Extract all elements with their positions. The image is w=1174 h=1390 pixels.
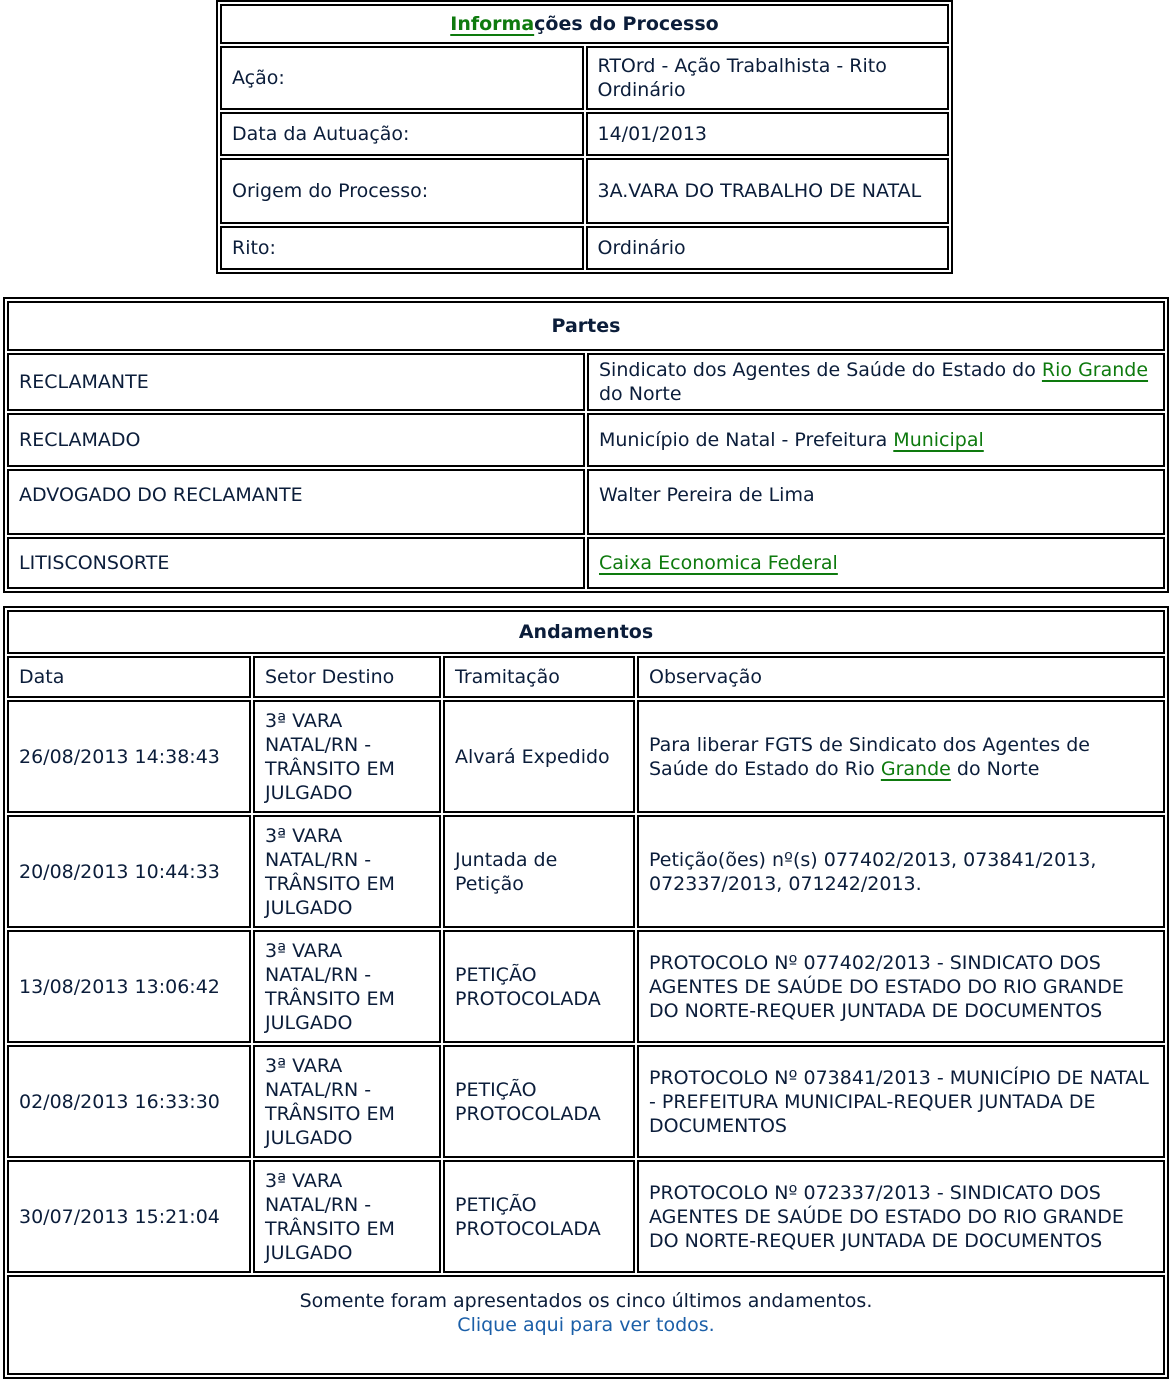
- table-row: [7, 1045, 1165, 1158]
- andamento-observacao: PROTOCOLO Nº 077402/2013 - SINDICATO DOS AGENTES DE SAÚDE DO ESTADO DO RIO GRANDE DO NORTE-REQUER JUNTADA DE DOCUMENTOS: [637, 930, 1165, 1043]
- table-row: [7, 1160, 1165, 1273]
- party-role: ADVOGADO DO RECLAMANTE: [7, 469, 585, 535]
- process-info-title-link[interactable]: Informa: [450, 13, 535, 35]
- observacao-text: Para liberar FGTS de Sindicato dos Agentes de Saúde do Estado do Rio: [649, 733, 1090, 780]
- andamentos-header-row: [7, 610, 1165, 654]
- andamento-observacao: [637, 700, 1165, 813]
- andamento-setor: 3ª VARA NATAL/RN - TRÂNSITO EM JULGADO: [253, 815, 441, 928]
- andamento-data: 20/08/2013 10:44:33: [7, 815, 251, 928]
- party-name: [587, 537, 1165, 589]
- partes-row: [7, 353, 1165, 411]
- partes-title: Partes: [7, 301, 1165, 351]
- andamento-setor: 3ª VARA NATAL/RN - TRÂNSITO EM JULGADO: [253, 700, 441, 813]
- party-name-link[interactable]: Rio Grande: [1041, 359, 1149, 381]
- process-info-row: [220, 158, 949, 224]
- andamento-observacao: Petição(ões) nº(s) 077402/2013, 073841/2013, 072337/2013, 071242/2013.: [637, 815, 1165, 928]
- partes-row: [7, 469, 1165, 535]
- party-name-link[interactable]: Caixa Economica Federal: [599, 552, 838, 574]
- process-info-row: [220, 112, 949, 156]
- process-info-label: Data da Autuação:: [220, 112, 584, 156]
- process-info-table: [216, 0, 953, 274]
- partes-row: [7, 413, 1165, 467]
- andamentos-footer-note: Somente foram apresentados os cinco últimos andamentos.: [299, 1290, 873, 1312]
- party-name-text: Walter Pereira de Lima: [599, 484, 815, 506]
- andamento-tramitacao: Juntada de Petição: [443, 815, 635, 928]
- party-name: [587, 353, 1165, 411]
- andamentos-table: [3, 606, 1169, 1379]
- andamentos-footer-row: [7, 1275, 1165, 1375]
- andamento-setor: 3ª VARA NATAL/RN - TRÂNSITO EM JULGADO: [253, 1160, 441, 1273]
- andamento-tramitacao: PETIÇÃO PROTOCOLADA: [443, 930, 635, 1043]
- party-role: RECLAMADO: [7, 413, 585, 467]
- partes-row: [7, 537, 1165, 589]
- party-name-text: Sindicato dos Agentes de Saúde do Estado do: [599, 359, 1042, 381]
- party-name-link[interactable]: Municipal: [893, 429, 984, 451]
- party-name-text: Município de Natal - Prefeitura: [599, 429, 894, 451]
- party-name: [587, 413, 1165, 467]
- process-info-value: 3A.VARA DO TRABALHO DE NATAL: [586, 158, 950, 224]
- partes-header-row: [7, 301, 1165, 351]
- process-info-value: RTOrd - Ação Trabalhista - Rito Ordinário: [586, 46, 950, 110]
- andamento-observacao: PROTOCOLO Nº 073841/2013 - MUNICÍPIO DE NATAL - PREFEITURA MUNICIPAL-REQUER JUNTADA DE DOCUMENTOS: [637, 1045, 1165, 1158]
- process-info-label: Origem do Processo:: [220, 158, 584, 224]
- party-role: LITISCONSORTE: [7, 537, 585, 589]
- andamento-observacao: PROTOCOLO Nº 072337/2013 - SINDICATO DOS AGENTES DE SAÚDE DO ESTADO DO RIO GRANDE DO NORTE-REQUER JUNTADA DE DOCUMENTOS: [637, 1160, 1165, 1273]
- andamento-data: 13/08/2013 13:06:42: [7, 930, 251, 1043]
- table-row: [7, 930, 1165, 1043]
- process-info-header-row: [220, 4, 949, 44]
- andamentos-footer: [7, 1275, 1165, 1375]
- party-name-text: do Norte: [599, 383, 682, 405]
- process-info-row: [220, 226, 949, 270]
- andamento-setor: 3ª VARA NATAL/RN - TRÂNSITO EM JULGADO: [253, 1045, 441, 1158]
- process-info-value: 14/01/2013: [586, 112, 950, 156]
- process-info-label: Ação:: [220, 46, 584, 110]
- andamentos-title: Andamentos: [7, 610, 1165, 654]
- process-info-title-rest: ções do Processo: [534, 13, 719, 35]
- observacao-link[interactable]: Grande: [880, 757, 951, 780]
- andamento-tramitacao: PETIÇÃO PROTOCOLADA: [443, 1045, 635, 1158]
- andamento-data: 30/07/2013 15:21:04: [7, 1160, 251, 1273]
- andamento-setor: 3ª VARA NATAL/RN - TRÂNSITO EM JULGADO: [253, 930, 441, 1043]
- column-header-tramitacao: Tramitação: [443, 656, 635, 698]
- column-header-setor: Setor Destino: [253, 656, 441, 698]
- andamentos-columns-row: [7, 656, 1165, 698]
- andamento-data: 02/08/2013 16:33:30: [7, 1045, 251, 1158]
- table-row: [7, 700, 1165, 813]
- party-name: [587, 469, 1165, 535]
- process-info-title: [220, 4, 949, 44]
- process-info-row: [220, 46, 949, 110]
- column-header-observacao: Observação: [637, 656, 1165, 698]
- party-role: RECLAMANTE: [7, 353, 585, 411]
- andamento-data: 26/08/2013 14:38:43: [7, 700, 251, 813]
- process-info-value: Ordinário: [586, 226, 950, 270]
- andamento-tramitacao: PETIÇÃO PROTOCOLADA: [443, 1160, 635, 1273]
- column-header-data: Data: [7, 656, 251, 698]
- partes-table: [3, 297, 1169, 593]
- andamento-tramitacao: Alvará Expedido: [443, 700, 635, 813]
- table-row: [7, 815, 1165, 928]
- observacao-text: do Norte: [950, 757, 1040, 780]
- ver-todos-link[interactable]: Clique aqui para ver todos.: [457, 1314, 715, 1336]
- process-info-label: Rito:: [220, 226, 584, 270]
